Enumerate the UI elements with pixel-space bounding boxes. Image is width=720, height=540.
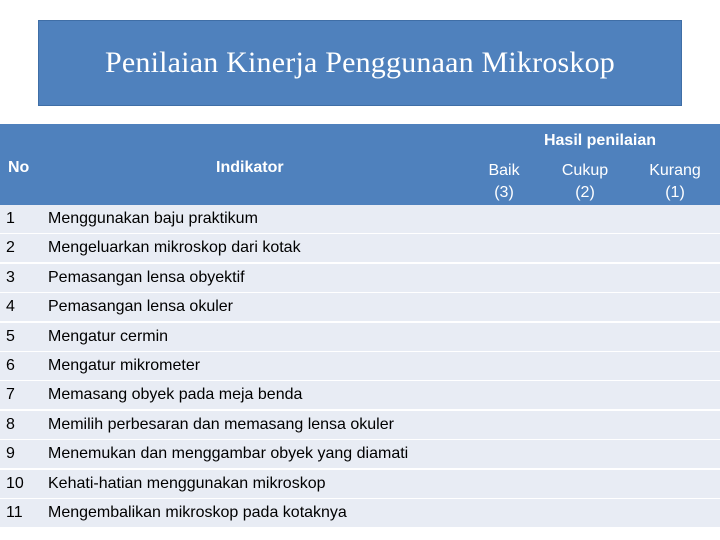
table-row: [0, 323, 720, 351]
header-cukup: Cukup (2): [561, 162, 609, 201]
header-indikator: Indikator: [216, 159, 284, 176]
table-row: [0, 499, 720, 527]
cell-indikator: Menemukan dan menggambar obyek yang diamati: [48, 445, 409, 463]
cell-no: 10: [6, 474, 24, 492]
cell-no: 4: [6, 298, 15, 316]
table-header: [0, 124, 720, 205]
header-hasil-penilaian: Hasil penilaian: [543, 132, 657, 149]
cell-no: 2: [6, 239, 15, 257]
table-row: [0, 440, 720, 468]
cell-indikator: Mengembalikan mikroskop pada kotaknya: [48, 503, 347, 521]
table-row: [0, 381, 720, 409]
cell-indikator: Memilih perbesaran dan memasang lensa okuler: [48, 415, 394, 433]
cell-no: 7: [6, 386, 15, 404]
cell-indikator: Memasang obyek pada meja benda: [48, 386, 303, 404]
table-body: [0, 205, 720, 527]
table-row: [0, 264, 720, 292]
page-title: Penilaian Kinerja Penggunaan Mikroskop: [105, 46, 615, 79]
cell-no: 5: [6, 327, 15, 345]
header-no: No: [8, 159, 30, 176]
cell-indikator: Kehati-hatian menggunakan mikroskop: [48, 474, 326, 492]
table-row: [0, 470, 720, 498]
cell-indikator: Mengatur cermin: [48, 327, 169, 345]
table-row: [0, 234, 720, 262]
cell-no: 11: [6, 503, 23, 521]
table-row: [0, 205, 720, 233]
cell-indikator: Menggunakan baju praktikum: [48, 210, 258, 227]
header-baik: Baik (3): [488, 162, 520, 201]
cell-no: 8: [6, 415, 15, 433]
cell-indikator: Mengeluarkan mikroskop dari kotak: [48, 239, 301, 257]
cell-indikator: Mengatur mikrometer: [48, 356, 201, 374]
cell-no: 9: [6, 445, 15, 463]
header-kurang: Kurang (1): [649, 162, 701, 201]
table-row: [0, 352, 720, 380]
cell-no: 1: [6, 210, 15, 227]
cell-no: 3: [6, 268, 15, 286]
cell-no: 6: [6, 356, 15, 374]
cell-indikator: Pemasangan lensa okuler: [48, 298, 234, 316]
assessment-table: [0, 124, 720, 527]
table-row: [0, 293, 720, 321]
table-row: [0, 411, 720, 439]
cell-indikator: Pemasangan lensa obyektif: [48, 268, 245, 286]
title-banner: [38, 20, 682, 106]
